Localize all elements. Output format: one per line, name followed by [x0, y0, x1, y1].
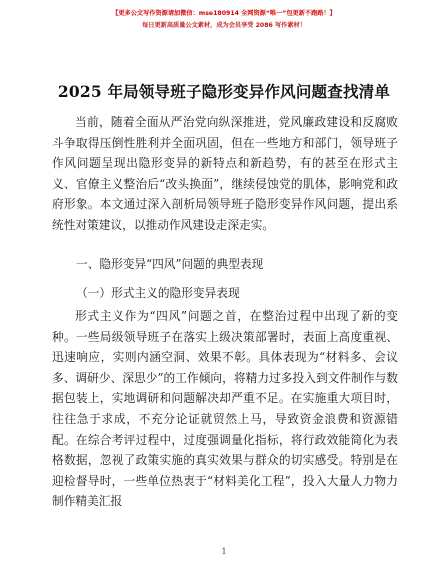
- page-number: 1: [221, 547, 227, 556]
- intro-paragraph: 当前，随着全面从严治党向纵深推进，党风廉政建设和反腐败斗争取得压倒性胜利并全面巩固，但在一些地方和部门，领导班子作风问题呈现出隐形变异的新特点和新趋势，有的甚至在形式主义、官僚主义整治后“改头换面”，继续侵蚀党的肌体，影响党和政府形象。本文通过深入剖析局领导班子隐形变异作风问题，提出系统性对策建议，以推动作风建设走深走实。: [52, 115, 398, 232]
- body-paragraph: 形式主义作为“四风”问题之首，在整治过程中出现了新的变种。一些局级领导班子在落实上级决策部署时，表面上高度重视、迅速响应，实则内涵空洞、效果不彰。具体表现为“材料多、会议多、调研少、深思少”的工作倾向，将精力过多投入到文件制作与数据包装上，实地调研和问题解决却严重不足。在实施重大项目时，往往急于求成，不充分论证就贸然上马，导致资金浪费和资源错配。在综合考评过程中，过度强调量化指标，将行政效能简化为表格数据，忽视了政策实施的真实效果与群众的切实感受。特别是在迎检督导时，一些单位热衷于“材料美化工程”，投入大量人力物力制作精美汇报: [52, 309, 398, 509]
- promo-line-2: 每日更新高质量公文素材，成为会员享受 2086 写作素材！: [142, 22, 306, 29]
- section-heading: 一、隐形变异“四风”问题的典型表现: [76, 257, 264, 271]
- subsection-heading: （一）形式主义的隐形变异表现: [76, 286, 240, 300]
- promo-line-1: 【更多公文写作资源请加微信：mse180914 全网资源“唯一”包更新不跑路！】: [112, 10, 336, 17]
- document-title: 2025 年局领导班子隐形变异作风问题查找清单: [57, 82, 391, 101]
- promo-banner: [0, 8, 448, 32]
